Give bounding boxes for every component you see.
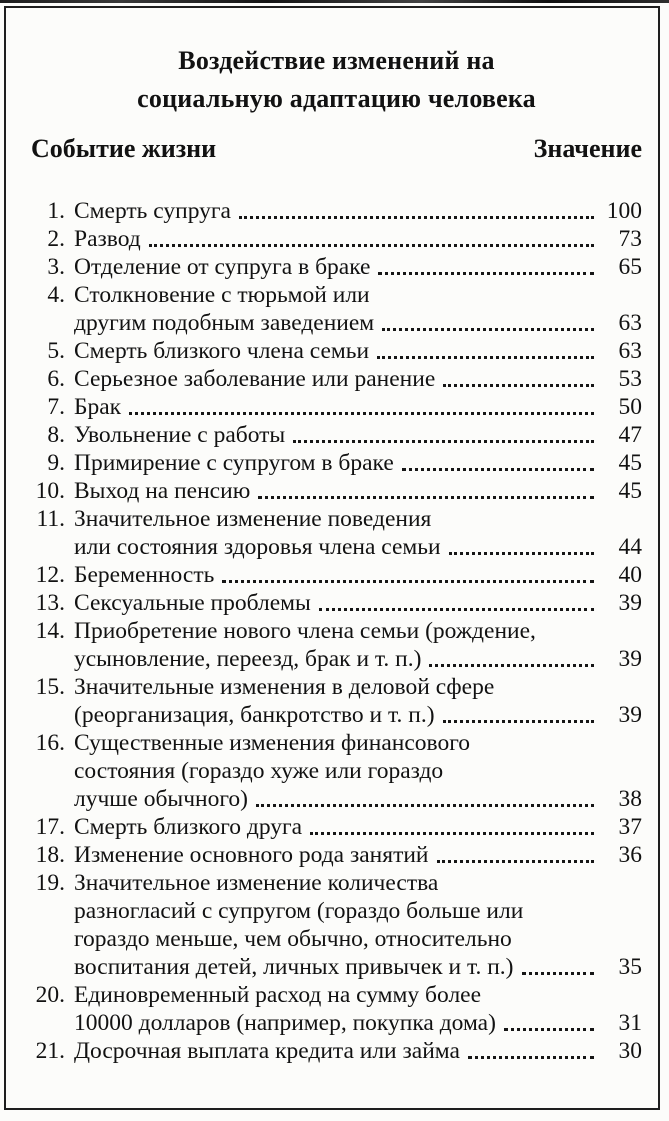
item-last-line bbox=[74, 421, 642, 449]
item-body bbox=[74, 365, 642, 393]
item-number: 15. bbox=[35, 674, 65, 700]
scan-edge-artifact bbox=[0, 0, 669, 3]
list-item bbox=[31, 1037, 642, 1065]
item-number: 2. bbox=[47, 226, 65, 252]
list-item bbox=[31, 365, 642, 393]
dot-leader bbox=[402, 449, 594, 471]
item-last-line bbox=[74, 701, 642, 729]
list-item bbox=[31, 673, 642, 729]
item-text-line: Брак bbox=[74, 394, 122, 420]
item-value: 44 bbox=[618, 534, 642, 560]
item-number: 8. bbox=[47, 422, 65, 448]
item-body bbox=[74, 869, 642, 981]
list-item bbox=[31, 729, 642, 813]
item-last-line bbox=[74, 225, 642, 253]
dot-leader bbox=[378, 253, 594, 275]
dot-leader bbox=[149, 225, 594, 247]
item-text-line: усыновление, переезд, брак и т. п.) bbox=[74, 646, 422, 672]
list-item bbox=[31, 393, 642, 421]
item-number: 7. bbox=[47, 394, 65, 420]
item-number: 14. bbox=[35, 618, 65, 644]
item-text-line: воспитания детей, личных привычек и т. п.) bbox=[74, 954, 514, 980]
item-number: 6. bbox=[47, 366, 65, 392]
item-value: 38 bbox=[618, 786, 642, 812]
item-last-line bbox=[74, 309, 642, 337]
list-item bbox=[31, 841, 642, 869]
item-body bbox=[74, 505, 642, 561]
item-last-line bbox=[74, 477, 642, 505]
item-text-line: Выход на пенсию bbox=[74, 478, 251, 504]
item-number: 3. bbox=[47, 254, 65, 280]
item-value: 45 bbox=[618, 450, 642, 476]
item-body bbox=[74, 561, 642, 589]
list-item bbox=[31, 281, 642, 337]
dot-leader bbox=[522, 953, 594, 975]
item-text-line: Столкновение с тюрьмой или bbox=[74, 282, 370, 308]
item-number: 9. bbox=[47, 450, 65, 476]
item-last-line bbox=[74, 813, 642, 841]
item-last-line bbox=[74, 1037, 642, 1065]
item-value: 39 bbox=[618, 590, 642, 616]
item-body bbox=[74, 841, 642, 869]
list-item bbox=[31, 561, 642, 589]
item-text-line: Смерть близкого друга bbox=[74, 814, 303, 840]
item-value: 37 bbox=[618, 814, 642, 840]
item-value: 100 bbox=[606, 198, 642, 224]
item-body bbox=[74, 421, 642, 449]
list-item bbox=[31, 253, 642, 281]
item-value: 45 bbox=[618, 478, 642, 504]
item-text-line: состояния (гораздо хуже или гораздо bbox=[74, 758, 444, 784]
item-number: 12. bbox=[35, 562, 65, 588]
list-item bbox=[31, 337, 642, 365]
item-text-line: разногласий с супругом (гораздо больше или bbox=[74, 898, 524, 924]
item-last-line bbox=[74, 253, 642, 281]
page-content bbox=[31, 42, 642, 1065]
dot-leader bbox=[449, 533, 594, 555]
list-item bbox=[31, 197, 642, 225]
dot-leader bbox=[222, 561, 594, 583]
item-value: 63 bbox=[618, 310, 642, 336]
item-text-line: Беременность bbox=[74, 562, 215, 588]
item-body bbox=[74, 729, 642, 813]
table-header-row bbox=[31, 132, 642, 166]
item-value: 65 bbox=[618, 254, 642, 280]
item-number: 11. bbox=[36, 506, 65, 532]
title-line-1: Воздействие изменений на bbox=[178, 46, 495, 75]
dot-leader bbox=[239, 197, 594, 219]
item-last-line bbox=[74, 589, 642, 617]
list-item bbox=[31, 449, 642, 477]
item-text-line: Серьезное заболевание или ранение bbox=[74, 366, 436, 392]
item-body bbox=[74, 449, 642, 477]
dot-leader bbox=[319, 589, 594, 611]
list-item bbox=[31, 505, 642, 561]
item-text-line: Приобретение нового члена семьи (рождение, bbox=[74, 618, 536, 644]
list-item bbox=[31, 477, 642, 505]
item-text-line: Единовременный расход на сумму более bbox=[74, 982, 482, 1008]
item-value: 36 bbox=[618, 842, 642, 868]
item-body bbox=[74, 813, 642, 841]
dot-leader bbox=[468, 1037, 594, 1059]
list-item bbox=[31, 421, 642, 449]
item-text-line: Смерть супруга bbox=[74, 198, 231, 224]
item-last-line bbox=[74, 197, 642, 225]
item-text-line: Значительное изменение поведения bbox=[74, 506, 432, 532]
item-text-line: Примирение с супругом в браке bbox=[74, 450, 394, 476]
list-item bbox=[31, 589, 642, 617]
item-value: 63 bbox=[618, 338, 642, 364]
item-value: 39 bbox=[618, 702, 642, 728]
item-number: 17. bbox=[35, 814, 65, 840]
item-text-line: или состояния здоровья члена семьи bbox=[74, 534, 441, 560]
item-number: 10. bbox=[35, 478, 65, 504]
item-number: 13. bbox=[35, 590, 65, 616]
item-body bbox=[74, 225, 642, 253]
item-number: 1. bbox=[47, 198, 65, 224]
item-body bbox=[74, 281, 642, 337]
item-last-line bbox=[74, 841, 642, 869]
item-text-line: Существенные изменения финансового bbox=[74, 730, 471, 756]
item-body bbox=[74, 673, 642, 729]
list-item bbox=[31, 813, 642, 841]
item-value: 31 bbox=[618, 1010, 642, 1036]
list-item bbox=[31, 225, 642, 253]
item-last-line bbox=[74, 953, 642, 981]
item-text-line: Изменение основного рода занятий bbox=[74, 842, 429, 868]
item-last-line bbox=[74, 393, 642, 421]
item-value: 73 bbox=[618, 226, 642, 252]
item-number: 21. bbox=[35, 1038, 65, 1064]
item-number: 5. bbox=[47, 338, 65, 364]
dot-leader bbox=[377, 337, 594, 359]
dot-leader bbox=[429, 645, 594, 667]
life-events-list bbox=[31, 197, 642, 1065]
list-item bbox=[31, 869, 642, 981]
item-body bbox=[74, 1037, 642, 1065]
dot-leader bbox=[310, 813, 594, 835]
dot-leader bbox=[382, 309, 594, 331]
item-text-line: Сексуальные проблемы bbox=[74, 590, 311, 616]
item-body bbox=[74, 477, 642, 505]
item-last-line bbox=[74, 785, 642, 813]
title-line-2: социальную адаптацию человека bbox=[137, 84, 536, 113]
item-last-line bbox=[74, 561, 642, 589]
item-body bbox=[74, 981, 642, 1037]
item-text-line: Развод bbox=[74, 226, 141, 252]
item-last-line bbox=[74, 449, 642, 477]
item-body bbox=[74, 393, 642, 421]
item-text-line: Отделение от супруга в браке bbox=[74, 254, 371, 280]
item-last-line bbox=[74, 645, 642, 673]
list-item bbox=[31, 981, 642, 1037]
item-number: 18. bbox=[35, 842, 65, 868]
item-text-line: другим подобным заведением bbox=[74, 310, 375, 336]
item-number: 20. bbox=[35, 982, 65, 1008]
item-value: 50 bbox=[618, 394, 642, 420]
item-value: 39 bbox=[618, 646, 642, 672]
item-number: 16. bbox=[35, 730, 65, 756]
item-body bbox=[74, 589, 642, 617]
item-body bbox=[74, 617, 642, 673]
item-text-line: Смерть близкого члена семьи bbox=[74, 338, 370, 364]
item-value: 53 bbox=[618, 366, 642, 392]
dot-leader bbox=[129, 393, 594, 415]
dot-leader bbox=[437, 841, 595, 863]
item-text-line: (реорганизация, банкротство и т. п.) bbox=[74, 702, 435, 728]
item-text-line: Увольнение с работы bbox=[74, 422, 286, 448]
column-header-value: Значение bbox=[533, 134, 642, 163]
item-body bbox=[74, 197, 642, 225]
page-title bbox=[31, 42, 642, 118]
item-number: 4. bbox=[47, 282, 65, 308]
item-last-line bbox=[74, 337, 642, 365]
item-text-line: лучше обычного) bbox=[74, 786, 248, 812]
dot-leader bbox=[258, 477, 594, 499]
item-last-line bbox=[74, 365, 642, 393]
dot-leader bbox=[443, 701, 594, 723]
item-body bbox=[74, 337, 642, 365]
item-value: 40 bbox=[618, 562, 642, 588]
dot-leader bbox=[443, 365, 594, 387]
item-text-line: гораздо меньше, чем обычно, относительно bbox=[74, 926, 512, 952]
item-last-line bbox=[74, 1009, 642, 1037]
item-body bbox=[74, 253, 642, 281]
dot-leader bbox=[293, 421, 594, 443]
item-text-line: Значительное изменение количества bbox=[74, 870, 439, 896]
dot-leader bbox=[504, 1009, 594, 1031]
item-text-line: Значительные изменения в деловой сфере bbox=[74, 674, 495, 700]
item-value: 47 bbox=[618, 422, 642, 448]
item-text-line: 10000 долларов (например, покупка дома) bbox=[74, 1010, 496, 1036]
dot-leader bbox=[256, 785, 594, 807]
item-value: 30 bbox=[618, 1038, 642, 1064]
column-header-event: Событие жизни bbox=[31, 134, 217, 163]
item-number: 19. bbox=[35, 870, 65, 896]
item-text-line: Досрочная выплата кредита или займа bbox=[74, 1038, 460, 1064]
item-value: 35 bbox=[618, 954, 642, 980]
item-last-line bbox=[74, 533, 642, 561]
list-item bbox=[31, 617, 642, 673]
